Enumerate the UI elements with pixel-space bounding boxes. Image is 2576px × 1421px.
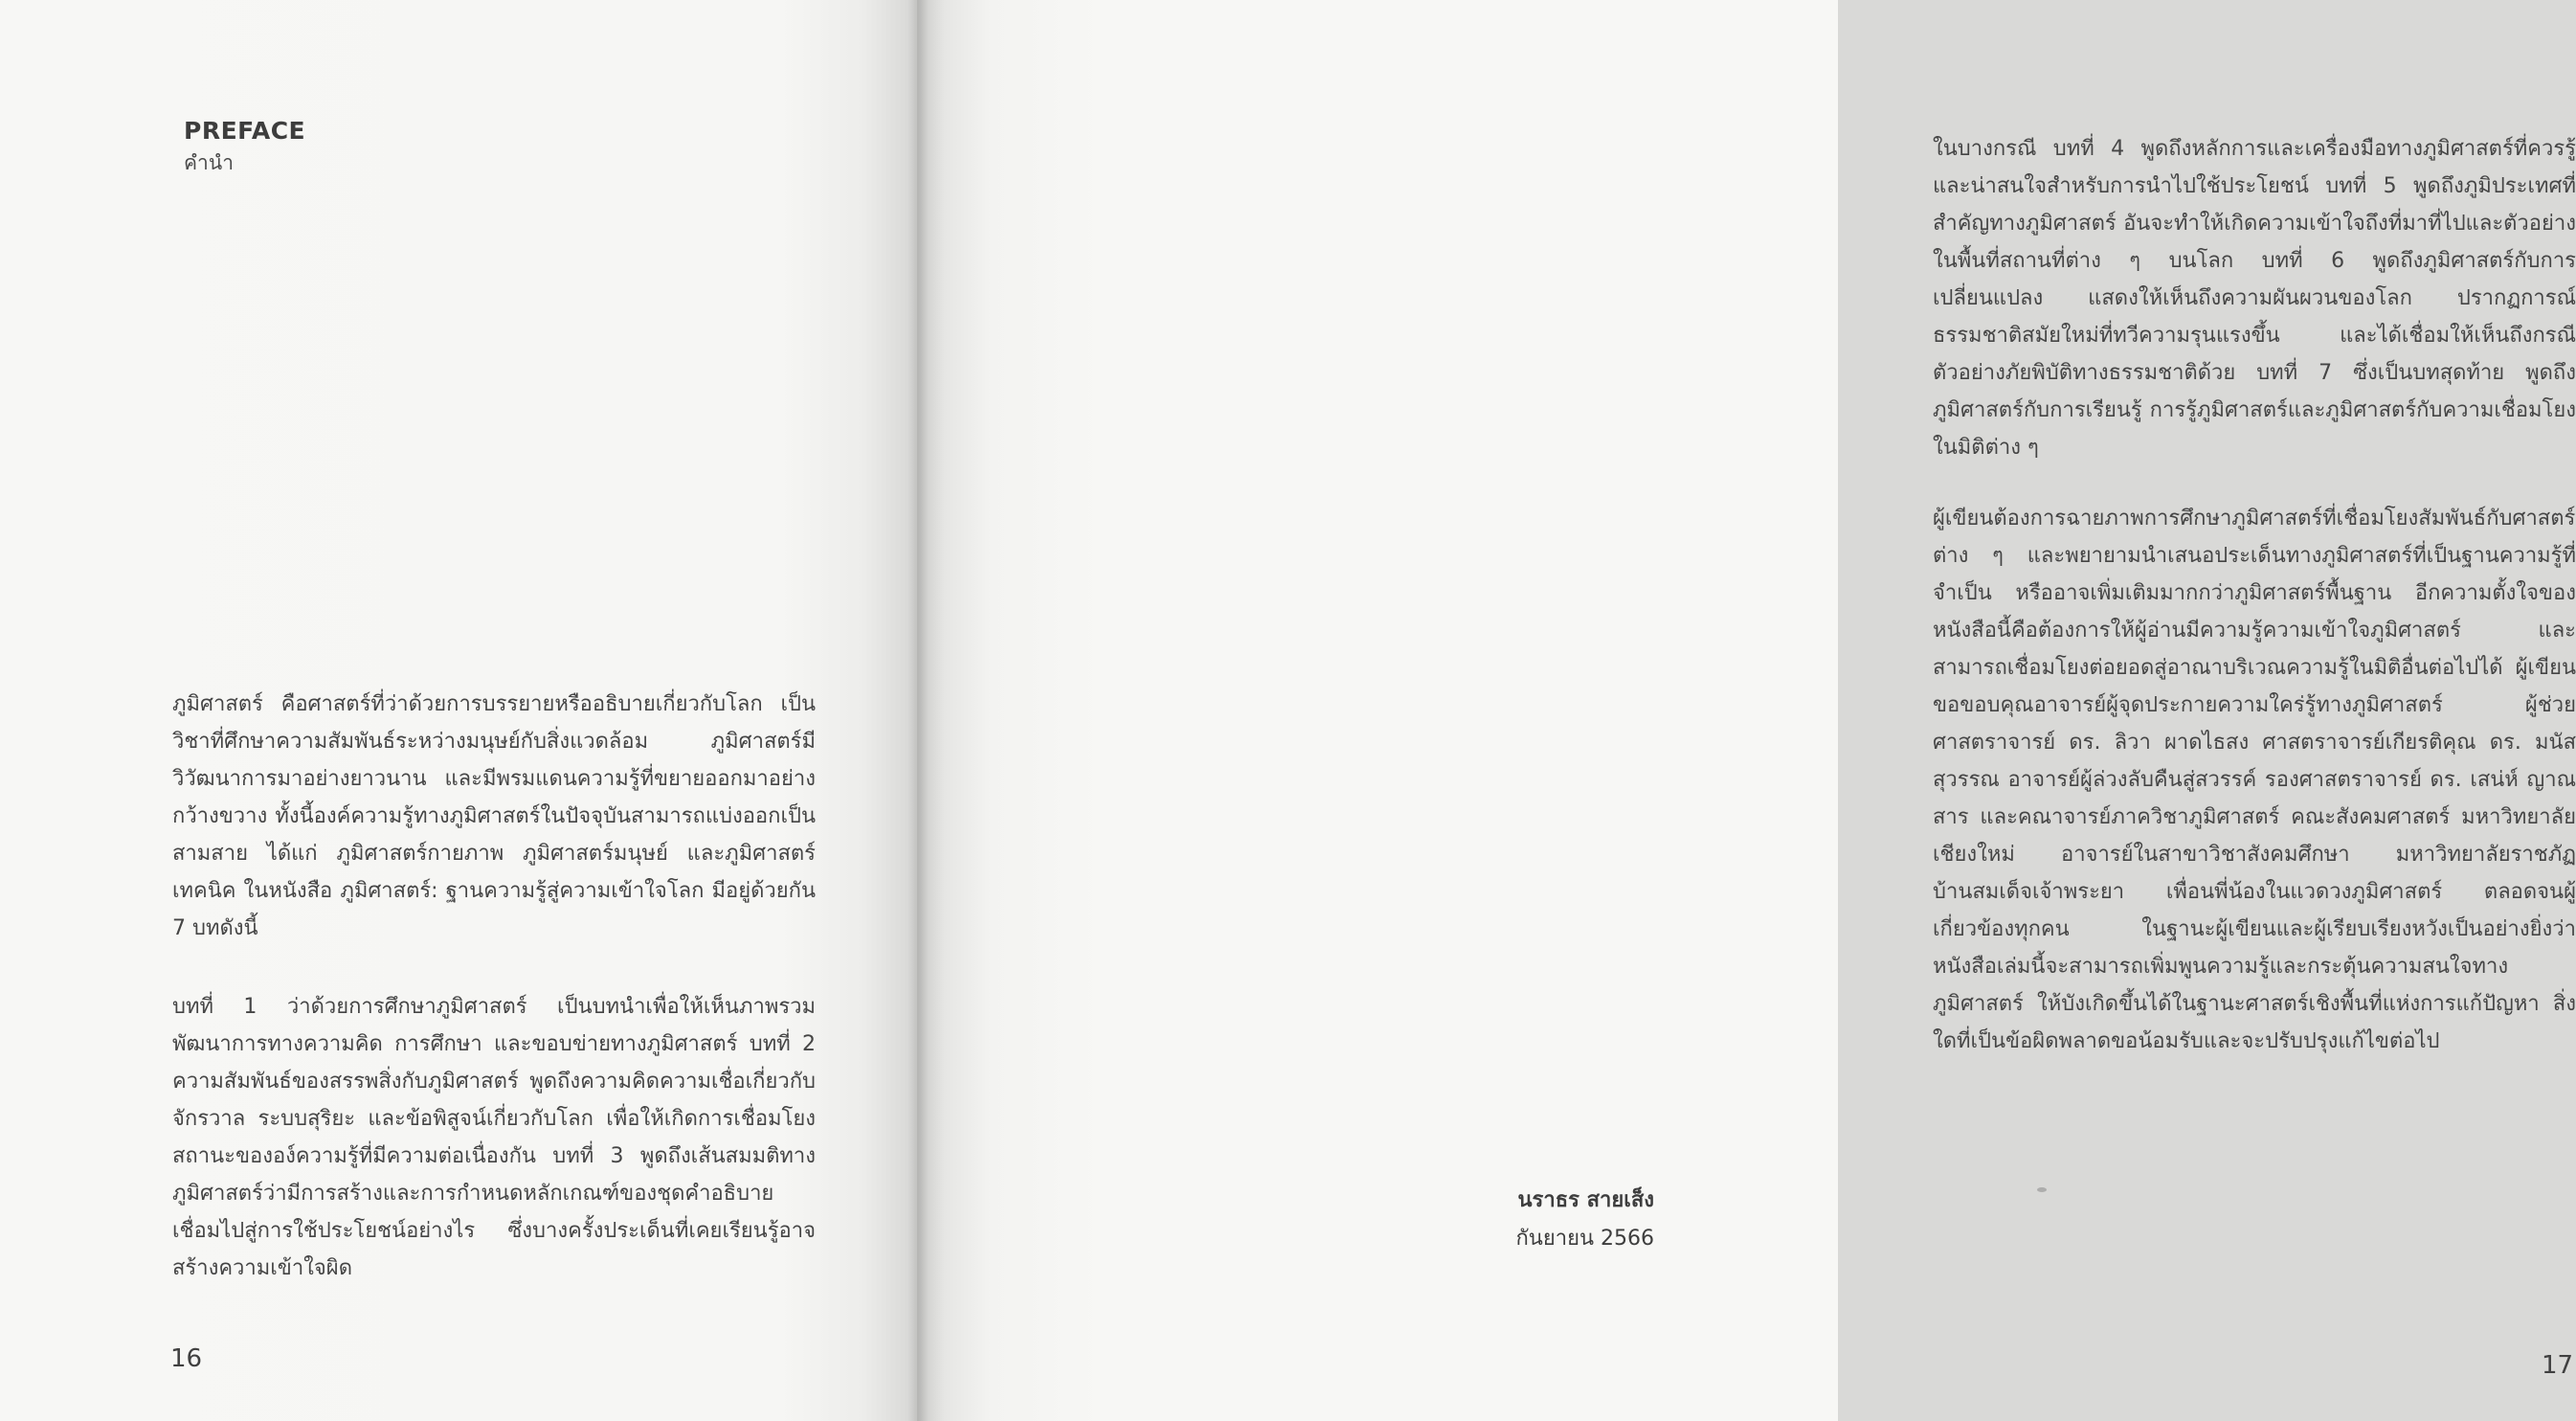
signature-date: กันยายน 2566 [1515, 1227, 1654, 1251]
book-gutter [907, 0, 929, 1421]
left-page [0, 0, 917, 1421]
paragraph-text: ในบางกรณี บทที่ 4 พูดถึงหลักการและเครื่องมือทางภูมิศาสตร์ที่ควรรู้และน่าสนใจสำหรับการนำไปใช้ประโยชน์ บทที่ 5 พูดถึงภูมิประเทศที่สำคัญทางภูมิศาสตร์ อันจะทำให้เกิดความเข้าใจถึงที่มาที่ไปและตัวอย่างในพื้นที่สถานที่ต่าง ๆ บนโลก บทที่ 6 พูดถึงภูมิศาสตร์กับการเปลี่ยนแปลง แสดงให้เห็นถึงความผันผวนของโลก ปรากฏการณ์ธรรมชาติสมัยใหม่ที่ทวีความรุนแรงขึ้น และได้เชื่อมให้เห็นถึงกรณีตัวอย่างภัยพิบัติทางธรรมชาติด้วย บทที่ 7 ซึ่งเป็นบทสุดท้าย พูดถึงภูมิศาสตร์กับการเรียนรู้ การรู้ภูมิศาสตร์และภูมิศาสตร์กับความเชื่อมโยงในมิติต่าง ๆ [1933, 137, 2576, 460]
page-number-left: 16 [170, 1344, 203, 1373]
right-page [917, 0, 2576, 1421]
preface-heading: PREFACE [184, 117, 306, 145]
paper-speck [2037, 1187, 2047, 1192]
paragraph-text: บทที่ 1 ว่าด้วยการศึกษาภูมิศาสตร์ เป็นบทนำเพื่อให้เห็นภาพรวมพัฒนาการทางความคิด การศึกษา และขอบข่ายทางภูมิศาสตร์ บทที่ 2 ความสัมพันธ์ของสรรพสิ่งกับภูมิศาสตร์ พูดถึงความคิดความเชื่อเกี่ยวกับจักรวาล ระบบสุริยะ และข้อพิสูจน์เกี่ยวกับโลก เพื่อให้เกิดการเชื่อมโยงสถานะขององ์ความรู้ที่มีความต่อเนื่องกัน บทที่ 3 พูดถึงเส้นสมมติทางภูมิศาสตร์ว่ามีการสร้างและการกำหนดหลักเกณฑ์ของชุดคำอธิบายเชื่อมไปสู่การใช้ประโยชน์อย่างไร ซึ่งบางครั้งประเด็นที่เคยเรียนรู้อาจสร้างความเข้าใจผิด [172, 995, 816, 1280]
author-signature [1515, 1182, 1654, 1258]
paragraph-text: ภูมิศาสตร์ คือศาสตร์ที่ว่าด้วยการบรรยายหรืออธิบายเกี่ยวกับโลก เป็นวิชาที่ศึกษาความสัมพันธ์ระหว่างมนุษย์กับสิ่งแวดล้อม ภูมิศาสตร์มีวิวัฒนาการมาอย่างยาวนาน และมีพรมแดนความรู้ที่ขยายออกมาอย่างกว้างขวาง ทั้งนี้องค์ความรู้ทางภูมิศาสตร์ในปัจจุบันสามารถแบ่งออกเป็นสามสาย ได้แก่ ภูมิศาสตร์กายภาพ ภูมิศาสตร์มนุษย์ และภูมิศาสตร์เทคนิค ในหนังสือ ภูมิศาสตร์: ฐานความรู้สู่ความเข้าใจโลก มีอยู่ด้วยกัน 7 บทดังนี้ [172, 692, 816, 940]
page-number-right: 17 [2542, 1351, 2574, 1380]
preface-heading-thai: คำนำ [184, 151, 234, 174]
intro-paragraph [172, 686, 816, 947]
chapter-summary-continued [1933, 130, 2576, 466]
acknowledgement-paragraph [1933, 500, 2576, 1060]
chapter-summary-paragraph [172, 988, 816, 1287]
paragraph-text: ผู้เขียนต้องการฉายภาพการศึกษาภูมิศาสตร์ที่เชื่อมโยงสัมพันธ์กับศาสตร์ต่าง ๆ และพยายามนำเสนอประเด็นทางภูมิศาสตร์ที่เป็นฐานความรู้ที่จำเป็น หรืออาจเพิ่มเติมมากกว่าภูมิศาสตร์พื้นฐาน อีกความตั้งใจของหนังสือนี้คือต้องการให้ผู้อ่านมีความรู้ความเข้าใจภูมิศาสตร์ และสามารถเชื่อมโยงต่อยอดสู่อาณาบริเวณความรู้ในมิติอื่นต่อไปได้ ผู้เขียนขอขอบคุณอาจารย์ผู้จุดประกายความใคร่รู้ทางภูมิศาสตร์ ผู้ช่วยศาสตราจารย์ ดร. ลิวา ผาดไธสง ศาสตราจารย์เกียรติคุณ ดร. มนัส สุวรรณ อาจารย์ผู้ล่วงลับคืนสู่สวรรค์ รองศาสตราจารย์ ดร. เสน่ห์ ญาณสาร และคณาจารย์ภาควิชาภูมิศาสตร์ คณะสังคมศาสตร์ มหาวิทยาลัยเชียงใหม่ อาจารย์ในสาขาวิชาสังคมศึกษา มหาวิทยาลัยราชภัฏบ้านสมเด็จเจ้าพระยา เพื่อนพี่น้องในแวดวงภูมิศาสตร์ ตลอดจนผู้เกี่ยวข้องทุกคน ในฐานะผู้เขียนและผู้เรียบเรียงหวังเป็นอย่างยิ่งว่า หนังสือเล่มนี้จะสามารถเพิ่มพูนความรู้และกระตุ้นความสนใจทางภูมิศาสตร์ ให้บังเกิดขึ้นได้ในฐานะศาสตร์เชิงพื้นที่แห่งการแก้ปัญหา สิ่งใดที่เป็นข้อผิดพลาดขอน้อมรับและจะปรับปรุงแก้ไขต่อไป [1933, 507, 2576, 1053]
author-name: นราธร สายเส็ง [1517, 1188, 1654, 1212]
